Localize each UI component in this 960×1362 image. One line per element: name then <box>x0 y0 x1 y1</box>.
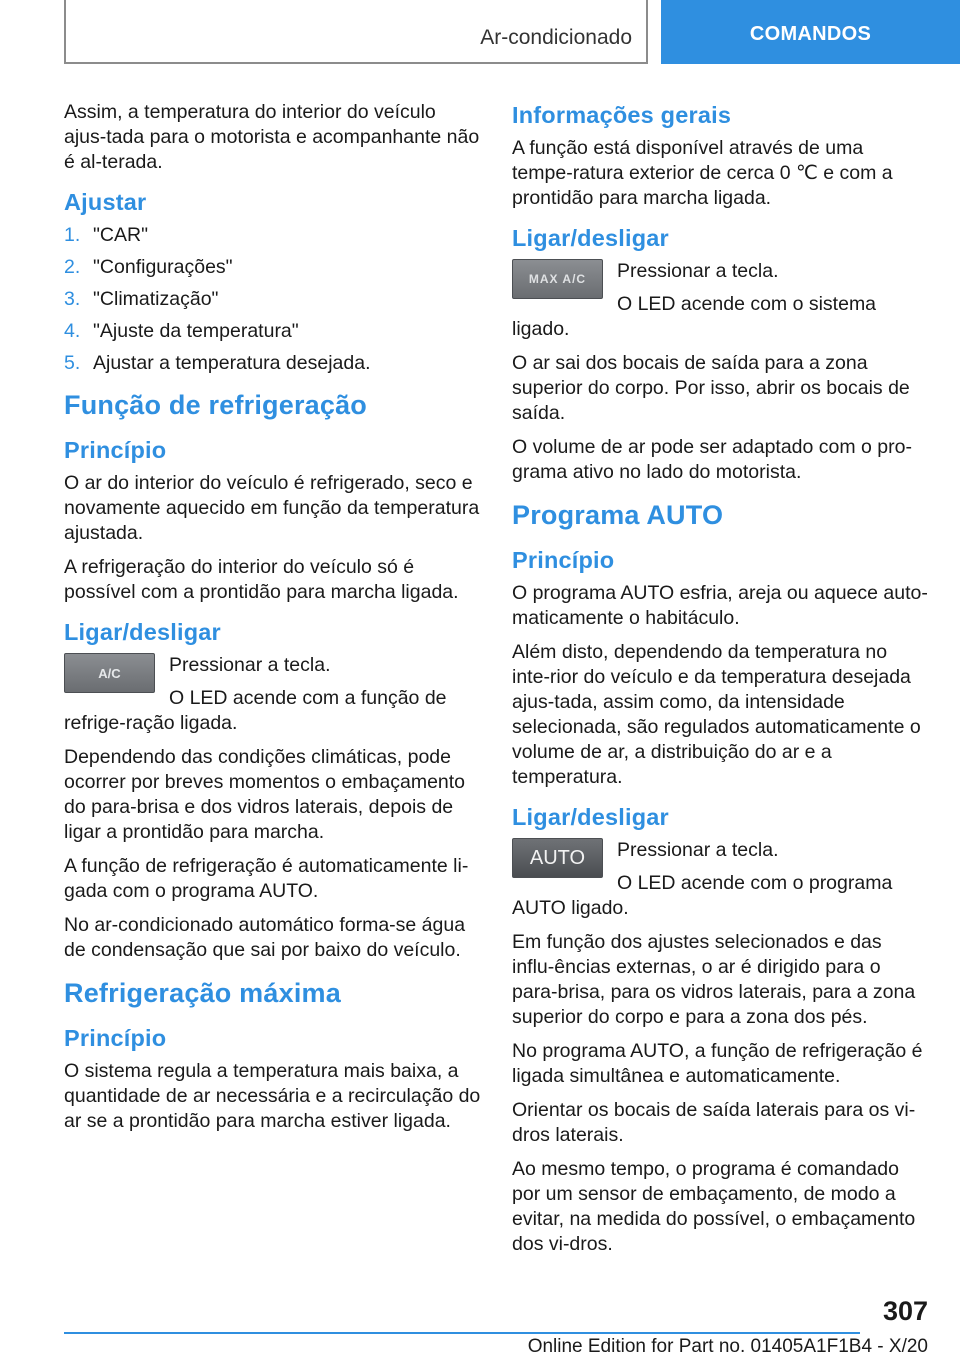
step-item <box>64 287 482 311</box>
step-item <box>64 255 482 279</box>
ac-led-text: O LED acende com a função de refrige-ração ligada. <box>64 687 447 734</box>
step-item <box>64 319 482 343</box>
step-number: 5. <box>64 352 81 374</box>
step-text: "Ajuste da temperatura" <box>93 320 299 342</box>
max-led-text: O LED acende com o sistema ligado. <box>512 293 877 340</box>
page-number: 307 <box>882 1296 928 1326</box>
step-text: "CAR" <box>93 224 149 246</box>
fog-sensor-paragraph: Ao mesmo tempo, o programa é comandado por um sensor de embaçamento, de modo a evitar, na medida do possível, o embaçamento dos vi-dros. <box>512 1158 916 1255</box>
left-column <box>64 100 482 1143</box>
footer-edition: Online Edition for Part no. 01405A1F1B4 - X/20 <box>527 1336 928 1357</box>
auto-cooling-paragraph: No programa AUTO, a função de refrigeração é ligada simultânea e automaticamente. <box>512 1040 923 1087</box>
step-number: 2. <box>64 256 81 278</box>
auto-program-heading: Programa AUTO <box>512 500 724 530</box>
auto-key-block <box>512 838 928 921</box>
step-item <box>64 351 482 375</box>
general-info-paragraph: A função está disponível através de uma tempe-ratura exterior de cerca 0 ℃ e com a prontidão para marcha ligada. <box>512 137 893 209</box>
condensation-paragraph: No ar-condicionado automático forma-se água de condensação que sai por baixo do veículo. <box>64 914 466 961</box>
auto-principle-heading: Princípio <box>512 547 615 573</box>
auto-cooling-paragraph: A função de refrigeração é automaticamente li-gada com o programa AUTO. <box>64 855 469 902</box>
step-text: "Configurações" <box>93 256 233 278</box>
max-principle-paragraph: O sistema regula a temperatura mais baixa, a quantidade de ar necessária e a recirculação do ar se a prontidão para marcha estiver ligada. <box>64 1060 481 1132</box>
press-key-text: Pressionar a tecla. <box>617 260 779 282</box>
step-number: 3. <box>64 288 81 310</box>
ac-button-icon: A/C <box>64 653 155 693</box>
footer-divider <box>64 1332 860 1334</box>
condition-paragraph: Dependendo das condições climáticas, pode ocorrer por breves momentos o embaçamento do para-brisa e dos vidros laterais, depois de ligar a prontidão para marcha. <box>64 746 466 843</box>
max-ac-key-block <box>512 259 928 342</box>
ajustar-heading: Ajustar <box>64 189 147 215</box>
header-section-title: Ar-condicionado <box>480 26 632 49</box>
air-direction-paragraph: Em função dos ajustes selecionados e das influ-ências externas, o ar é dirigido para o para-brisa, para os vidros laterais, para a zona superior do corpo e para a zona dos pés. <box>512 931 916 1028</box>
header-section-box <box>64 0 648 64</box>
max-ac-button-icon: MAX A/C <box>512 259 603 299</box>
onoff-heading: Ligar/desligar <box>64 619 221 645</box>
max-onoff-heading: Ligar/desligar <box>512 225 669 251</box>
max-cooling-heading: Refrigeração máxima <box>64 978 341 1008</box>
auto-onoff-heading: Ligar/desligar <box>512 804 669 830</box>
principle-heading: Princípio <box>64 437 167 463</box>
auto-led-text: O LED acende com o programa AUTO ligado. <box>512 872 893 919</box>
press-key-text: Pressionar a tecla. <box>617 839 779 861</box>
auto-principle-paragraph-2: Além disto, dependendo da temperatura no inte-rior do veículo e da temperatura desejada ajus-tada, assim como, da intensidade selecionada, são regulados automaticamente o volume de ar, a distribuição do ar e a temperatura. <box>512 641 921 788</box>
header-chapter-tab: COMANDOS <box>661 0 960 64</box>
cooling-heading: Função de refrigeração <box>64 390 367 420</box>
press-key-text: Pressionar a tecla. <box>169 654 331 676</box>
step-text: "Climatização" <box>93 288 219 310</box>
step-number: 1. <box>64 224 81 246</box>
air-outlet-paragraph: O ar sai dos bocais de saída para a zona superior do corpo. Por isso, abrir os bocais de saída. <box>512 352 910 424</box>
step-number: 4. <box>64 320 81 342</box>
principle-paragraph-1: O ar do interior do veículo é refrigerado, seco e novamente aquecido em função da temperatura ajustada. <box>64 472 480 544</box>
auto-principle-paragraph-1: O programa AUTO esfria, areja ou aquece auto-maticamente o habitáculo. <box>512 582 928 629</box>
step-item <box>64 223 482 247</box>
ajustar-steps <box>64 223 482 375</box>
side-vents-paragraph: Orientar os bocais de saída laterais para os vi-dros laterais. <box>512 1099 916 1146</box>
ac-key-block <box>64 653 482 736</box>
air-volume-paragraph: O volume de ar pode ser adaptado com o pro-grama ativo no lado do motorista. <box>512 436 912 483</box>
general-info-heading: Informações gerais <box>512 102 732 128</box>
step-text: Ajustar a temperatura desejada. <box>93 352 371 374</box>
principle-paragraph-2: A refrigeração do interior do veículo só é possível com a prontidão para marcha ligada. <box>64 556 459 603</box>
intro-paragraph: Assim, a temperatura do interior do veículo ajus-tada para o motorista e acompanhante não é al-terada. <box>64 101 480 173</box>
max-principle-heading: Princípio <box>64 1025 167 1051</box>
auto-button-icon: AUTO <box>512 838 603 878</box>
right-column <box>512 100 928 1266</box>
